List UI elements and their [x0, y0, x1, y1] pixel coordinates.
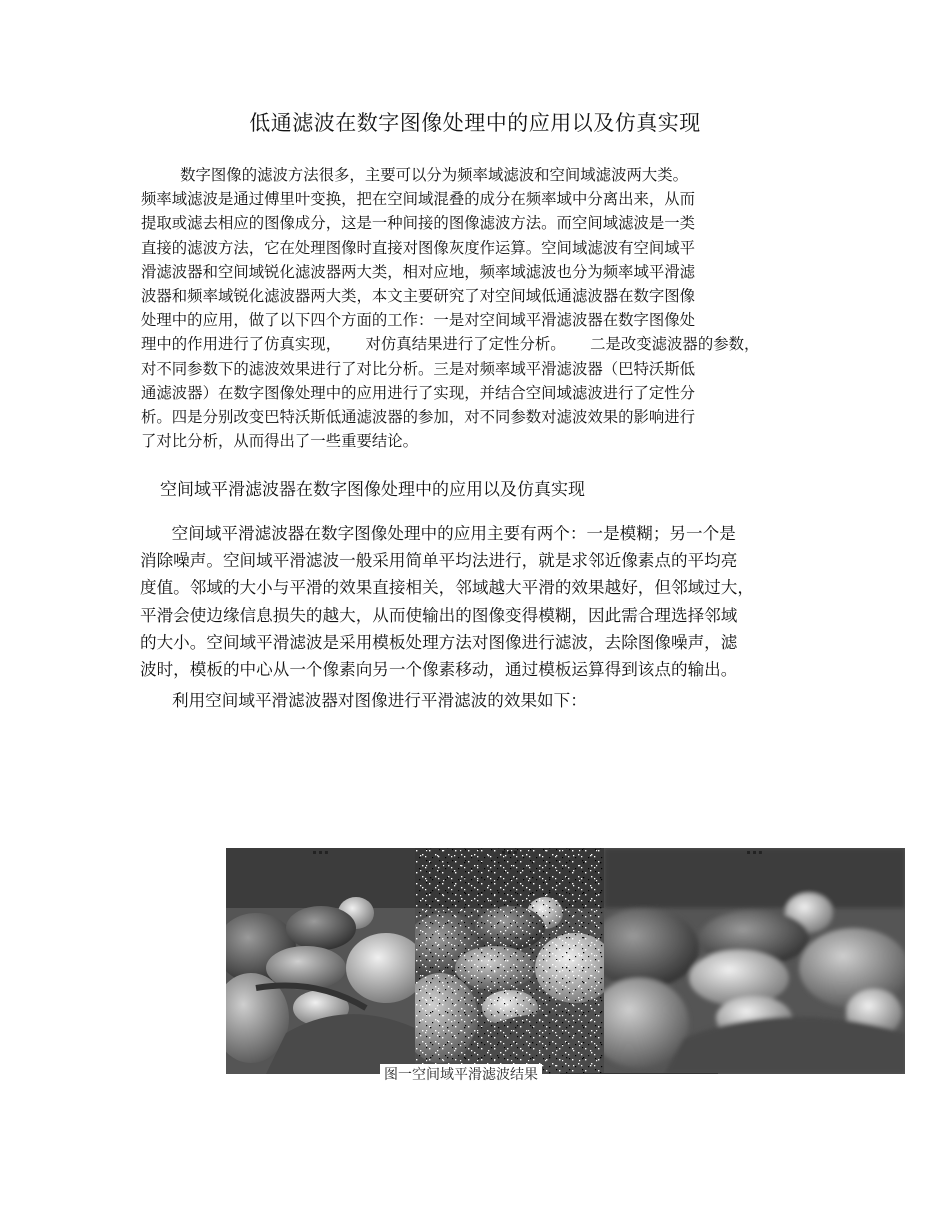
caption-underline	[560, 1073, 718, 1074]
document-title: 低通滤波在数字图像处理中的应用以及仿真实现	[249, 111, 701, 135]
original-image-panel	[226, 848, 415, 1074]
panel-label-filtered: ▪ ▪ ▪	[746, 849, 763, 856]
panel-label-noisy: ▪ ▪ ▪	[501, 849, 518, 856]
peppers-original-image	[226, 848, 415, 1074]
peppers-noisy-image	[415, 848, 604, 1074]
section-body-paragraph: 空间域平滑滤波器在数字图像处理中的应用主要有两个：一是模糊；另一个是 消除噪声。空间域平滑滤波一般采用简单平均法进行，就是求邻近像素点的平均亮 度值。邻域的大小与平滑的效果直接相关，邻域越大平滑的效果越好，但邻域过大， 平滑会使边缘信息损失的越大，从而使输出的图像变得模糊，因此需合理选择邻域 的大小。空间域平滑滤波是采用模板处理方法对图像进行滤波，去除图像噪声，滤 波时，模板的中心从一个像素向另一个像素移动，通过模板运算得到该点的输出。	[140, 524, 754, 680]
peppers-filtered-image	[604, 848, 905, 1074]
section-heading: 空间域平滑滤波器在数字图像处理中的应用以及仿真实现	[160, 480, 585, 500]
figure-caption: 图一空间域平滑滤波结果	[380, 1064, 542, 1084]
abstract-paragraph: 数字图像的滤波方法很多，主要可以分为频率域滤波和空间域滤波两大类。 频率域滤波是通过傅里叶变换，把在空间域混叠的成分在频率域中分离出来，从而 提取或滤去相应的图像成分，这是一种间接的图像滤波方法。而空间域滤波是一类 直接的滤波方法，它在处理图像时直接对图像灰度作运算。空间域滤波有空间域平 滑滤波器和空间域锐化滤波器两大类，相对应地，频率域滤波也分为频率域平滑滤 波器和频率域锐化滤波器两大类，本文主要研究了对空间域低通滤波器在数字图像 处理中的应用，做了以下四个方面的工作：一是对空间域平滑滤波器在数字图像处 理中的作用进行了仿真实现， 对仿真结果进行了定性分析。 二是改变滤波器的参数， 对不同参数下的滤波效果进行了对比分析。三是对频率域平滑滤波器（巴特沃斯低 通滤波器）在数字图像处理中的应用进行了实现，并结合空间域滤波进行了定性分 析。四是分别改变巴特沃斯低通滤波器的参加，对不同参数对滤波效果的影响进行 了对比分析，从而得出了一些重要结论。	[141, 166, 760, 451]
figure-intro-text: 利用空间域平滑滤波器对图像进行平滑滤波的效果如下：	[172, 691, 587, 710]
filter-results-figure	[226, 848, 905, 1074]
panel-label-original: ▪ ▪ ▪	[312, 849, 329, 856]
filtered-image-panel	[604, 848, 905, 1074]
noisy-image-panel	[415, 848, 604, 1074]
